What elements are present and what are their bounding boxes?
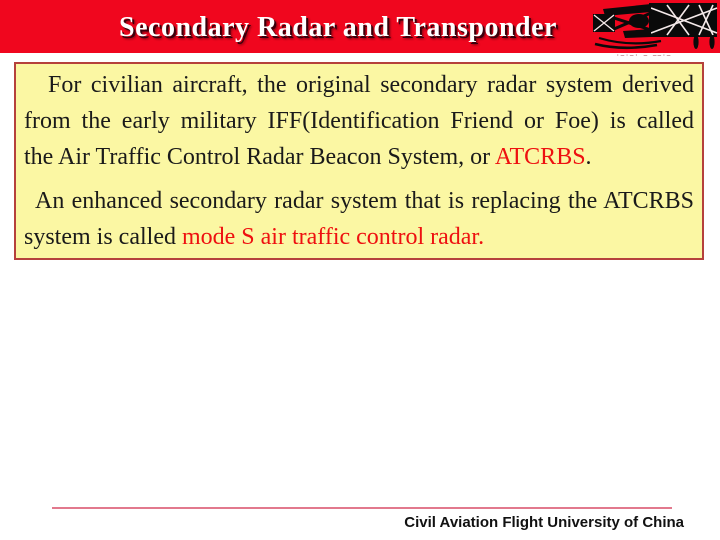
footer-divider-line [52, 507, 672, 509]
slide-title: Secondary Radar and Transponder [119, 12, 557, 43]
textbox-paragraphs [24, 67, 694, 255]
text-line: An enhanced secondary radar system that is replacing the ATCRBS [35, 188, 694, 214]
text-line: the Air Traffic Control Radar Beacon System, or ATCRBS. [24, 144, 592, 170]
text-line: For civilian aircraft, the original secondary radar system derived [48, 72, 694, 98]
text-line: from the early military IFF(Identification Friend or Foe) is called [24, 108, 694, 134]
footer-organization: Civil Aviation Flight University of China [404, 514, 684, 531]
highlighted-term: mode S air traffic control radar. [181, 224, 485, 250]
text-box [14, 62, 704, 260]
logo-caption-marks: ·–·–· – ––·– [616, 52, 672, 59]
highlighted-term: ATCRBS [494, 144, 586, 170]
text-line: system is called mode S air traffic control radar. [24, 224, 485, 250]
header-bar [0, 0, 720, 53]
paragraph [24, 67, 694, 175]
wright-flyer-icon [593, 0, 719, 53]
paragraph [24, 183, 694, 255]
